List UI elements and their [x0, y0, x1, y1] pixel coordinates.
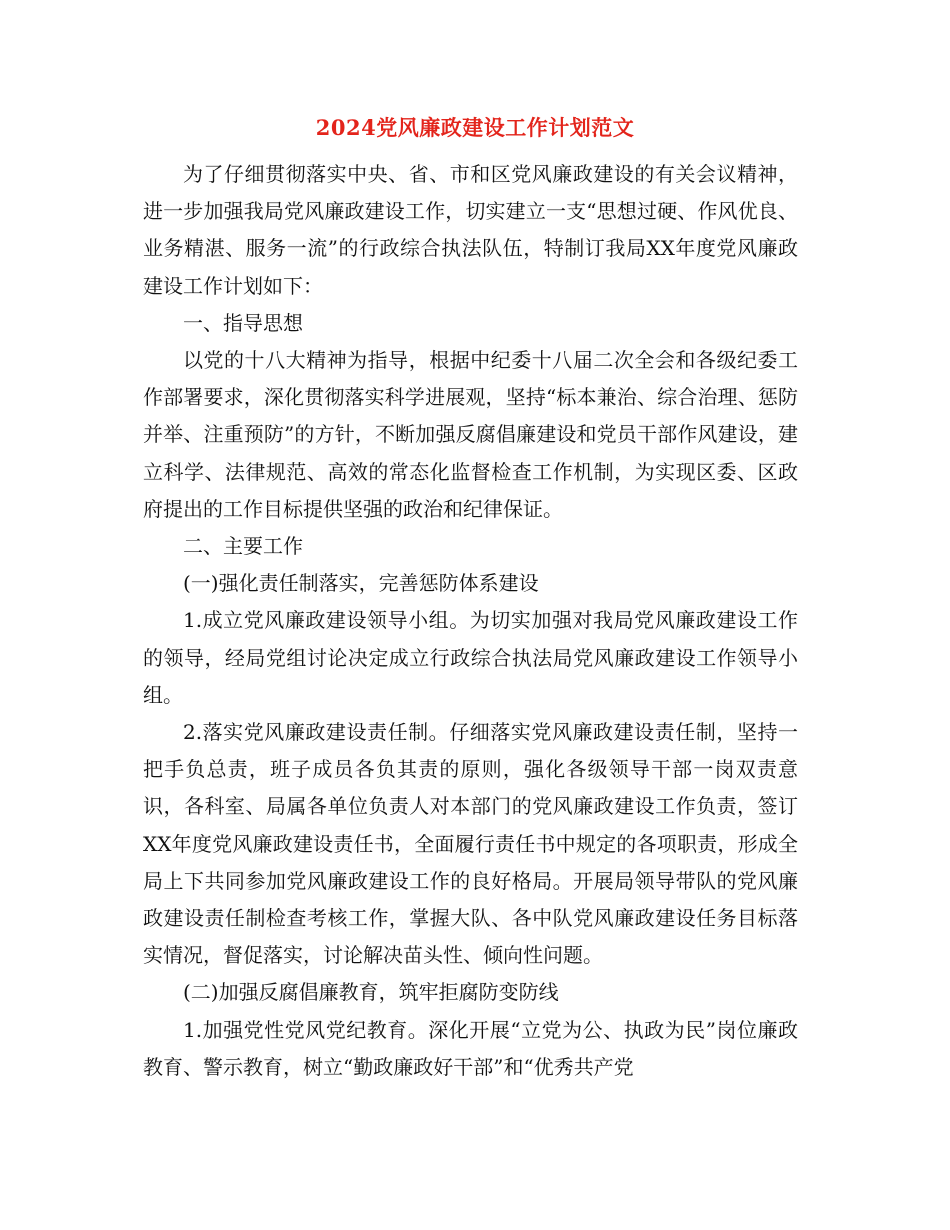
subsection-heading-education: (二)加强反腐倡廉教育，筑牢拒腐防变防线 — [183, 980, 559, 1005]
intro-paragraph: 为了仔细贯彻落实中央、省、市和区党风廉政建设的有关会议精神，进一步加强我局党风廉政建设工作，切实建立一支“思想过硬、作风优良、业务精湛、服务一流”的行政综合执法队伍，特制订我局XX年度党风廉政建设工作计划如下： — [143, 162, 798, 298]
subsection-heading-responsibility: (一)强化责任制落实，完善惩防体系建设 — [183, 571, 539, 596]
section-heading-main-work: 二、主要工作 — [183, 534, 303, 559]
list-item-leading-group: 1.成立党风廉政建设领导小组。为切实加强对我局党风廉政建设工作的领导，经局党组讨论决定成立行政综合执法局党风廉政建设工作领导小组。 — [143, 608, 798, 707]
list-item-party-education: 1.加强党性党风党纪教育。深化开展“立党为公、执政为民”岗位廉政教育、警示教育，树立“勤政廉政好干部”和“优秀共产党 — [143, 1017, 798, 1079]
guiding-ideology-paragraph: 以党的十八大精神为指导，根据中纪委十八届二次全会和各级纪委工作部署要求，深化贯彻落实科学进展观，坚持“标本兼治、综合治理、惩防并举、注重预防”的方针，不断加强反腐倡廉建设和党员干部作风建设，建立科学、法律规范、高效的常态化监督检查工作机制，为实现区委、区政府提出的工作目标提供坚强的政治和纪律保证。 — [143, 348, 798, 521]
list-item-responsibility-system: 2.落实党风廉政建设责任制。仔细落实党风廉政建设责任制，坚持一把手负总责，班子成员各负其责的原则，强化各级领导干部一岗双责意识，各科室、局属各单位负责人对本部门的党风廉政建设工作负责，签订XX年度党风廉政建设责任书，全面履行责任书中规定的各项职责，形成全局上下共同参加党风廉政建设工作的良好格局。开展局领导带队的党风廉政建设责任制检查考核工作，掌握大队、各中队党风廉政建设任务目标落实情况，督促落实，讨论解决苗头性、倾向性问题。 — [143, 720, 798, 968]
document-body — [143, 156, 798, 1086]
section-heading-guiding-ideology: 一、指导思想 — [183, 310, 303, 335]
document-title: 2024党风廉政建设工作计划范文 — [315, 115, 635, 140]
